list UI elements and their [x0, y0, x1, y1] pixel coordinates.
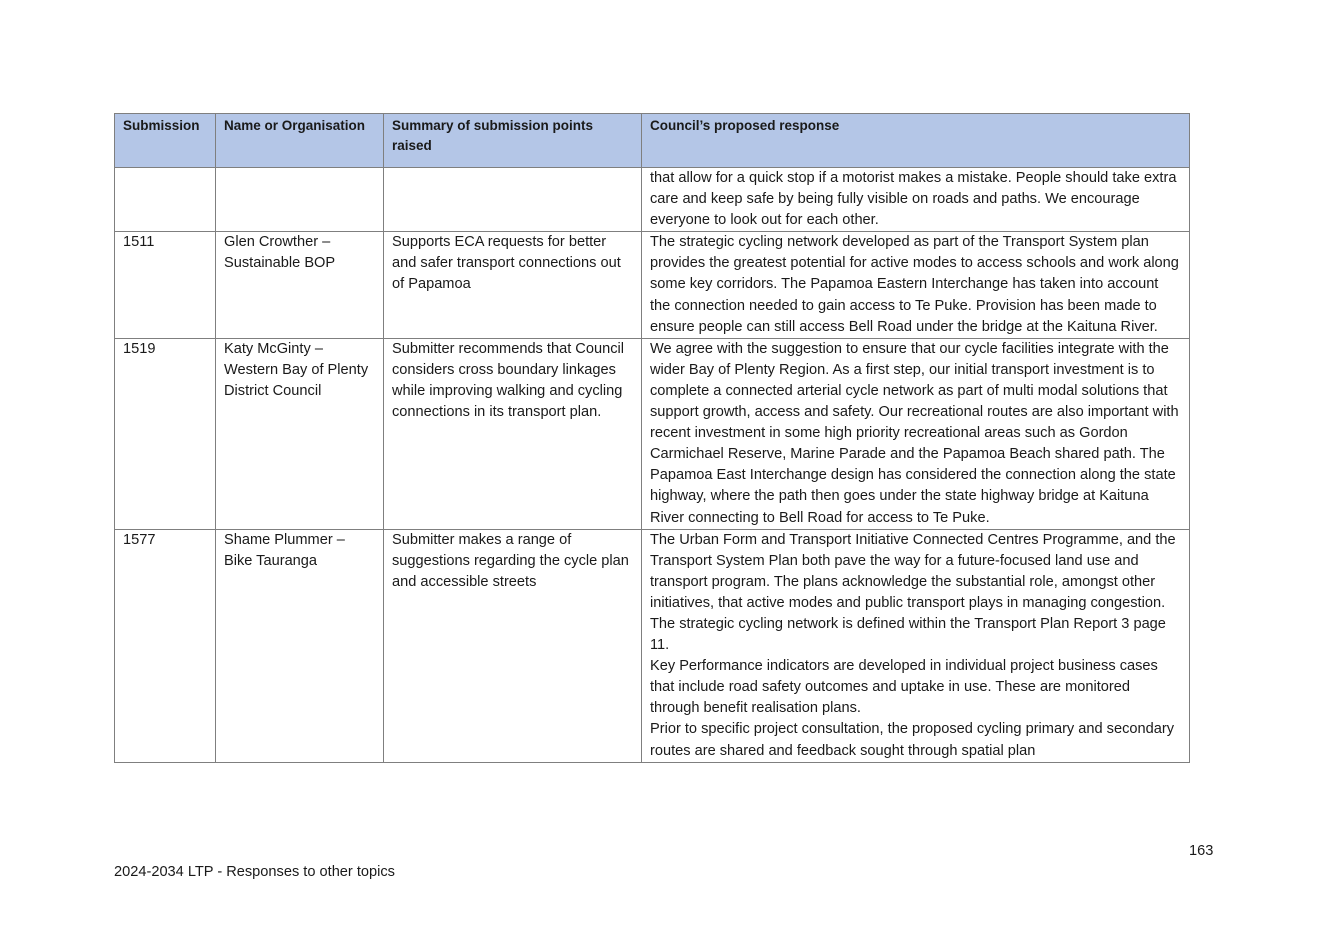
page-number: 163: [1189, 843, 1214, 859]
header-submission: Submission: [115, 114, 216, 168]
table-row: [115, 168, 1190, 232]
response-paragraph: that allow for a quick stop if a motorist makes a mistake. People should take extra care and keep safe by being fully visible on roads and paths. We encourage everyone to look out for each other.: [650, 170, 1177, 229]
council-response: [642, 232, 1190, 338]
table-row: [115, 338, 1190, 529]
council-response: [642, 338, 1190, 529]
table-row: [115, 232, 1190, 338]
header-council-response: Council’s proposed response: [642, 114, 1190, 168]
submission-summary: [384, 168, 642, 232]
council-response: [642, 529, 1190, 762]
submission-summary: Submitter makes a range of suggestions regarding the cycle plan and accessible streets: [384, 529, 642, 762]
submitter-name: Katy McGinty – Western Bay of Plenty District Council: [216, 338, 384, 529]
submission-number: 1519: [115, 338, 216, 529]
submission-number: 1511: [115, 232, 216, 338]
submissions-table: [114, 113, 1190, 763]
response-paragraph: We agree with the suggestion to ensure that our cycle facilities integrate with the wider Bay of Plenty Region. As a first step, our initial transport investment is to complete a connected arterial cycle network as part of multi modal solutions that support growth, access and safety. Our recreational routes are also important with recent investment in some high priority recreational areas such as Gordon Carmichael Reserve, Marine Parade and the Papamoa Beach shared path. The Papamoa East Interchange design has considered the connection along the state highway, where the path then goes under the state highway bridge at Kaituna River connecting to Bell Road for access to Te Puke.: [650, 340, 1179, 526]
table-row: [115, 529, 1190, 762]
submission-number: [115, 168, 216, 232]
response-paragraph: The Urban Form and Transport Initiative Connected Centres Programme, and the Transport System Plan both pave the way for a future-focused land use and transport program. The plans acknowledge the substantial role, amongst other initiatives, that active modes and public transport plays in managing congestion. The strategic cycling network is defined within the Transport Plan Report 3 page 11.: [650, 531, 1176, 654]
council-response: [642, 168, 1190, 232]
submitter-name: [216, 168, 384, 232]
submission-summary: Supports ECA requests for better and safer transport connections out of Papamoa: [384, 232, 642, 338]
response-paragraph: Prior to specific project consultation, the proposed cycling primary and secondary routes are shared and feedback sought through spatial plan: [650, 721, 1175, 759]
footer-document-title: 2024-2034 LTP - Responses to other topics: [114, 864, 395, 880]
submitter-name: Shame Plummer – Bike Tauranga: [216, 529, 384, 762]
response-paragraph: The strategic cycling network developed as part of the Transport System plan provides the greatest potential for active modes to access schools and work along some key corridors. The Papamoa Eastern Interchange has taken into account the connection needed to gain access to Te Puke. Provision has been made to ensure people can still access Bell Road under the bridge at the Kaituna River.: [650, 234, 1179, 335]
header-name-or-organisation: Name or Organisation: [216, 114, 384, 168]
submission-number: 1577: [115, 529, 216, 762]
header-summary: Summary of submission points raised: [384, 114, 642, 168]
submitter-name: Glen Crowther – Sustainable BOP: [216, 232, 384, 338]
response-paragraph: Key Performance indicators are developed in individual project business cases that include road safety outcomes and uptake in use. These are monitored through benefit realisation plans.: [650, 658, 1158, 717]
table-header-row: [115, 114, 1190, 168]
submission-summary: Submitter recommends that Council considers cross boundary linkages while improving walking and cycling connections in its transport plan.: [384, 338, 642, 529]
